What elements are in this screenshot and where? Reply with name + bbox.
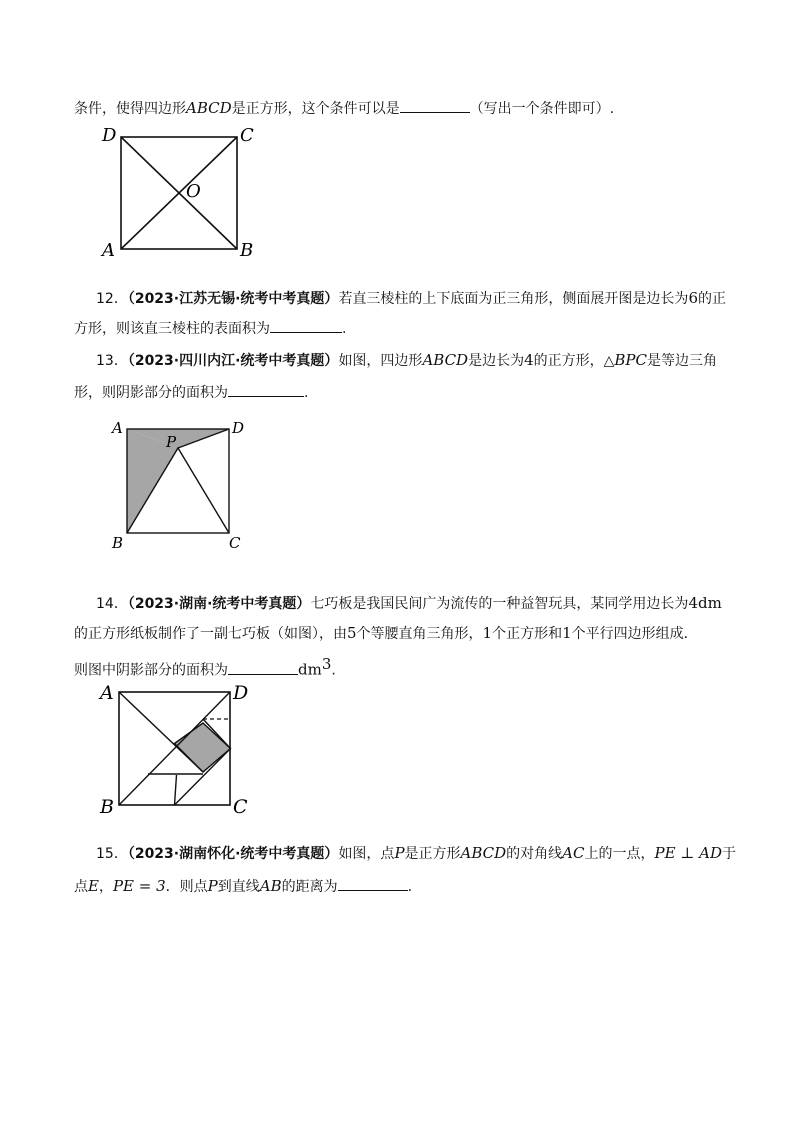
q13-var-bpc: BPC: [614, 351, 647, 369]
q14-text-6: 则图中阴影部分的面积为: [74, 662, 228, 679]
q13-triangle-symbol: △: [603, 353, 615, 369]
q14-text-5: 个平行四边形组成．: [571, 626, 698, 642]
q15-var-ab: AB: [259, 877, 282, 895]
q14-label-c: C: [233, 796, 248, 818]
q13-text-2: 是边长为: [468, 353, 525, 369]
q14-line2: [74, 623, 698, 644]
q13-value-4: 4: [524, 351, 534, 369]
q15-text-3: 的对角线: [506, 846, 563, 862]
q11-label-b: B: [240, 240, 254, 261]
q14-value-1b: 1: [562, 624, 572, 642]
q15-text-6: 点: [74, 879, 88, 895]
q13-label-a: A: [112, 419, 123, 437]
q14-value-4dm: 4dm: [688, 594, 722, 612]
q14-number: 14．: [96, 596, 128, 612]
q12-line1: [96, 288, 726, 309]
q15-answer-blank[interactable]: [338, 876, 408, 891]
q13-line2: [74, 382, 308, 403]
q11-mid: 是正方形，这个条件可以是: [231, 101, 400, 117]
q15-text-5: 于: [722, 846, 737, 862]
q14-line3: [74, 654, 336, 681]
q14-label-b: B: [100, 796, 114, 818]
q15-text-9: 到直线: [217, 879, 260, 895]
q12-text-2: 的正: [697, 291, 726, 307]
q12-text-3: 方形，则该直三棱柱的表面积为: [74, 321, 270, 337]
q14-shaded-square: [175, 723, 231, 772]
q13-text-3: 的正方形，: [533, 353, 604, 369]
q14-text-4: 个正方形和: [492, 626, 563, 642]
q11-label-o: O: [186, 181, 201, 202]
q13-text-1: 如图，四边形: [338, 353, 423, 369]
q13-label-d: D: [232, 419, 245, 437]
q14-label-a: A: [100, 682, 114, 704]
q13-source: （2023·四川内江·统考中考真题）: [127, 353, 339, 369]
q13-text-4: 是等边三角: [647, 353, 717, 369]
q11-var-abcd: ABCD: [186, 99, 232, 117]
q14-unit-sup: 3: [321, 655, 332, 673]
q15-text-1: 如图，点: [338, 846, 395, 862]
q15-var-ac: AC: [562, 844, 585, 862]
q13-figure: [108, 416, 258, 556]
q14-line-parallelogram: [175, 775, 177, 805]
q15-var-p2: P: [207, 877, 218, 895]
q14-line1: [96, 593, 722, 614]
q11-label-d: D: [102, 125, 117, 146]
q13-number: 13．: [96, 353, 128, 369]
q11-text: [74, 98, 614, 119]
q15-text-2: 是正方形: [404, 846, 461, 862]
q14-text-2: 的正方形纸板制作了一副七巧板（如图），由: [74, 626, 347, 642]
q15-line2: [74, 876, 412, 897]
q14-value-1a: 1: [482, 624, 493, 642]
q15-line1: [96, 843, 736, 864]
q15-text-7: ，: [98, 879, 113, 895]
q13-label-c: C: [229, 534, 241, 552]
q12-answer-blank[interactable]: [270, 318, 342, 333]
q14-label-d: D: [233, 682, 249, 704]
q12-text-1: 若直三棱柱的上下底面为正三角形，侧面展开图是边长为: [338, 291, 689, 307]
q13-label-p: P: [166, 433, 177, 451]
q13-answer-blank[interactable]: [228, 382, 304, 397]
q13-var-abcd: ABCD: [422, 351, 469, 369]
q12-line2: [74, 318, 346, 339]
q15-text-4: 上的一点，: [584, 846, 655, 862]
q14-text-3: 个等腰直角三角形，: [356, 626, 483, 642]
q15-expr-pe: PE = 3: [112, 877, 166, 895]
q15-source: （2023·湖南怀化·统考中考真题）: [127, 846, 339, 862]
q15-end: .: [407, 879, 413, 895]
q15-var-p: P: [394, 844, 405, 862]
q14-source: （2023·湖南·统考中考真题）: [127, 596, 311, 612]
q11-label-c: C: [240, 125, 254, 146]
q12-end: .: [342, 321, 347, 337]
q14-figure: [98, 682, 268, 822]
q14-text-1: 七巧板是我国民间广为流传的一种益智玩具，某同学用边长为: [310, 596, 689, 612]
q14-unit: dm: [298, 660, 322, 679]
q11-figure: [100, 124, 270, 264]
q11-answer-blank[interactable]: [400, 98, 470, 113]
q14-end: .: [331, 662, 336, 679]
q15-text-8: ．则点: [165, 879, 208, 895]
q14-value-5: 5: [347, 624, 357, 642]
q12-source: （2023·江苏无锡·统考中考真题）: [127, 291, 339, 307]
q11-label-a: A: [102, 240, 115, 261]
q15-var-e: E: [88, 877, 99, 895]
q12-number: 12．: [96, 291, 128, 307]
q12-value-6: 6: [688, 289, 698, 307]
q14-answer-blank[interactable]: [228, 660, 298, 675]
q15-text-10: 的距离为: [281, 879, 338, 895]
q13-end: .: [304, 385, 309, 401]
q15-var-abcd: ABCD: [460, 844, 507, 862]
q11-hint: （写出一个条件即可）.: [469, 101, 615, 117]
q13-label-b: B: [112, 534, 124, 552]
q13-line1: [96, 350, 717, 371]
q13-text-5: 形，则阴影部分的面积为: [74, 385, 228, 401]
q11-lead: 条件，使得四边形: [74, 101, 186, 117]
q15-perp-expr: PE ⊥ AD: [654, 844, 723, 862]
q15-number: 15．: [96, 846, 128, 862]
